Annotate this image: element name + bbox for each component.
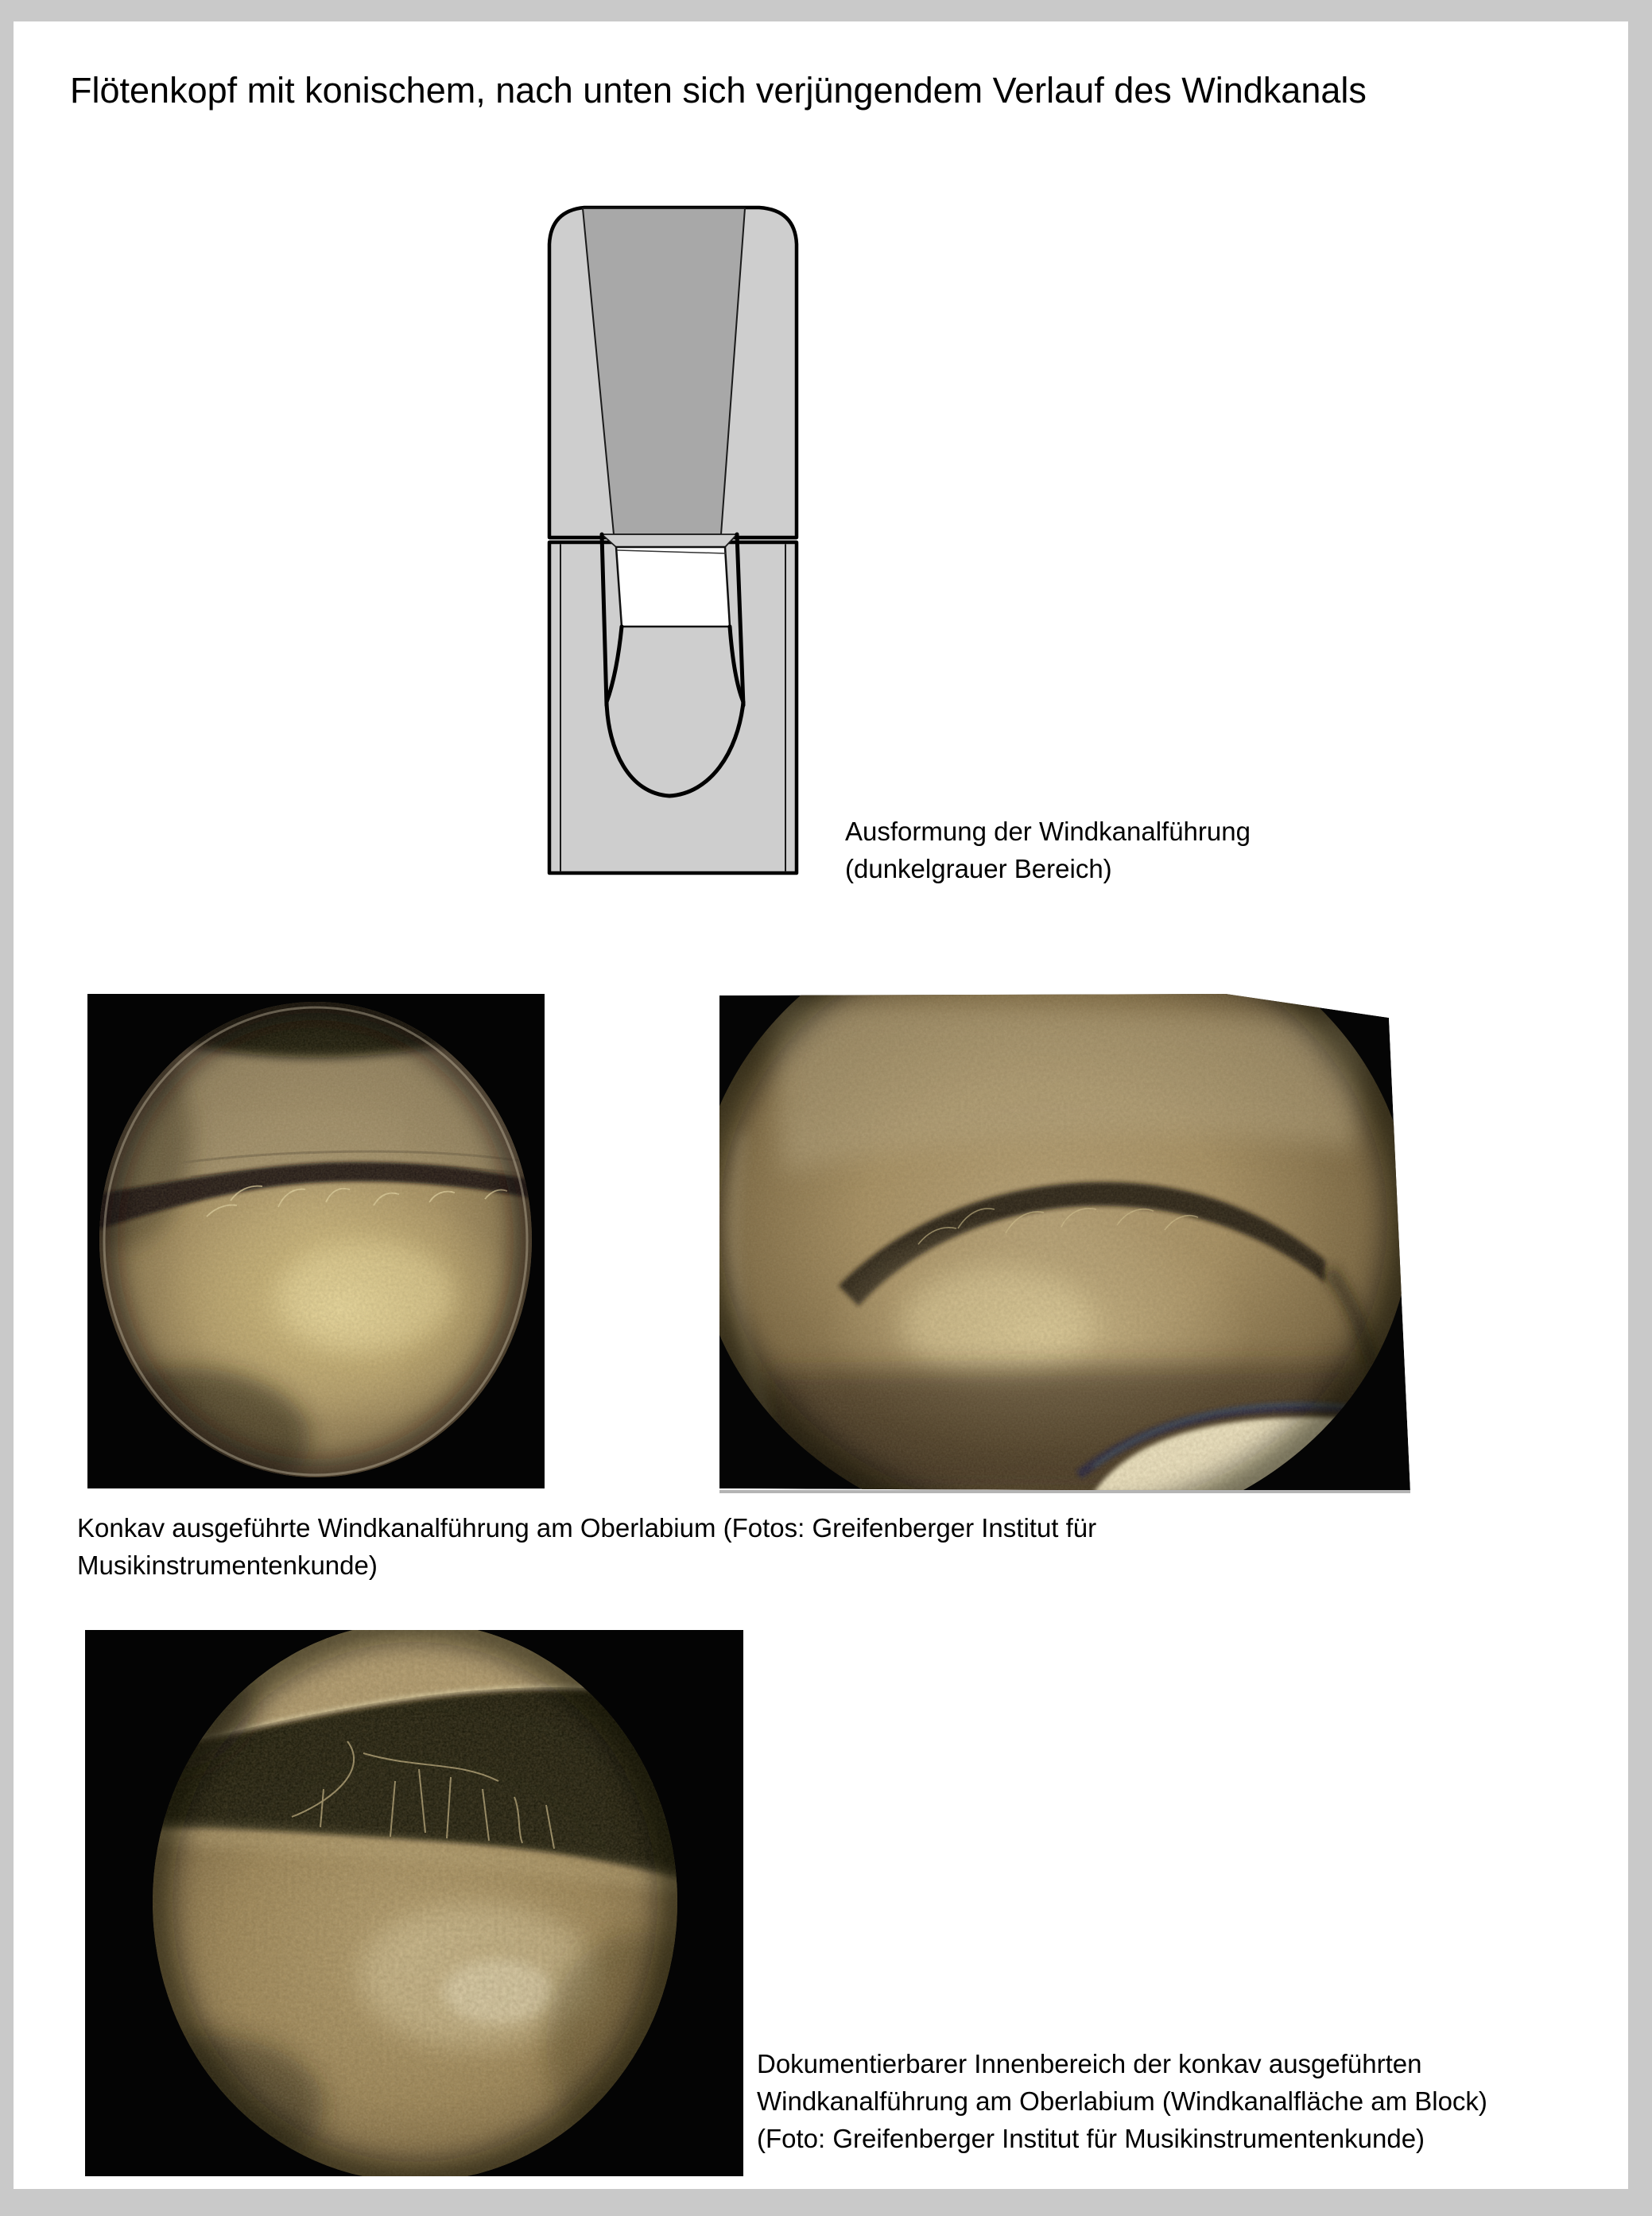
microscope-photo-right	[719, 990, 1411, 1493]
photo-bottom-caption-line: Dokumentierbarer Innenbereich der konkav ausgeführten	[757, 2049, 1422, 2078]
microscope-photo-left	[87, 994, 545, 1488]
photo-bottom-caption-line: Windkanalführung am Oberlabium (Windkanalfläche am Block)	[757, 2086, 1487, 2116]
window-opening	[616, 547, 730, 627]
photo-pair-caption	[77, 1509, 1096, 1584]
flute-head-diagram	[545, 203, 801, 879]
photo-bottom-caption	[757, 2045, 1487, 2157]
microscope-photo-bottom	[85, 1630, 743, 2176]
photo-pair-caption-line: Musikinstrumentenkunde)	[77, 1550, 378, 1580]
photo-pair-caption-line: Konkav ausgeführte Windkanalführung am Oberlabium (Fotos: Greifenberger Institut für	[77, 1513, 1097, 1543]
window-bevel	[602, 534, 737, 547]
diagram-caption-line: (dunkelgrauer Bereich)	[845, 854, 1112, 883]
page-title: Flötenkopf mit konischem, nach unten sich verjüngendem Verlauf des Windkanals	[70, 70, 1367, 111]
photo-disc	[719, 990, 1411, 1493]
diagram-caption-line: Ausformung der Windkanalführung	[845, 817, 1251, 846]
diagram-caption	[845, 813, 1251, 887]
photo-bottom-edge	[719, 1490, 1410, 1493]
photo-bottom-caption-line: (Foto: Greifenberger Institut für Musikinstrumentenkunde)	[757, 2124, 1425, 2153]
document-page	[14, 21, 1628, 2189]
